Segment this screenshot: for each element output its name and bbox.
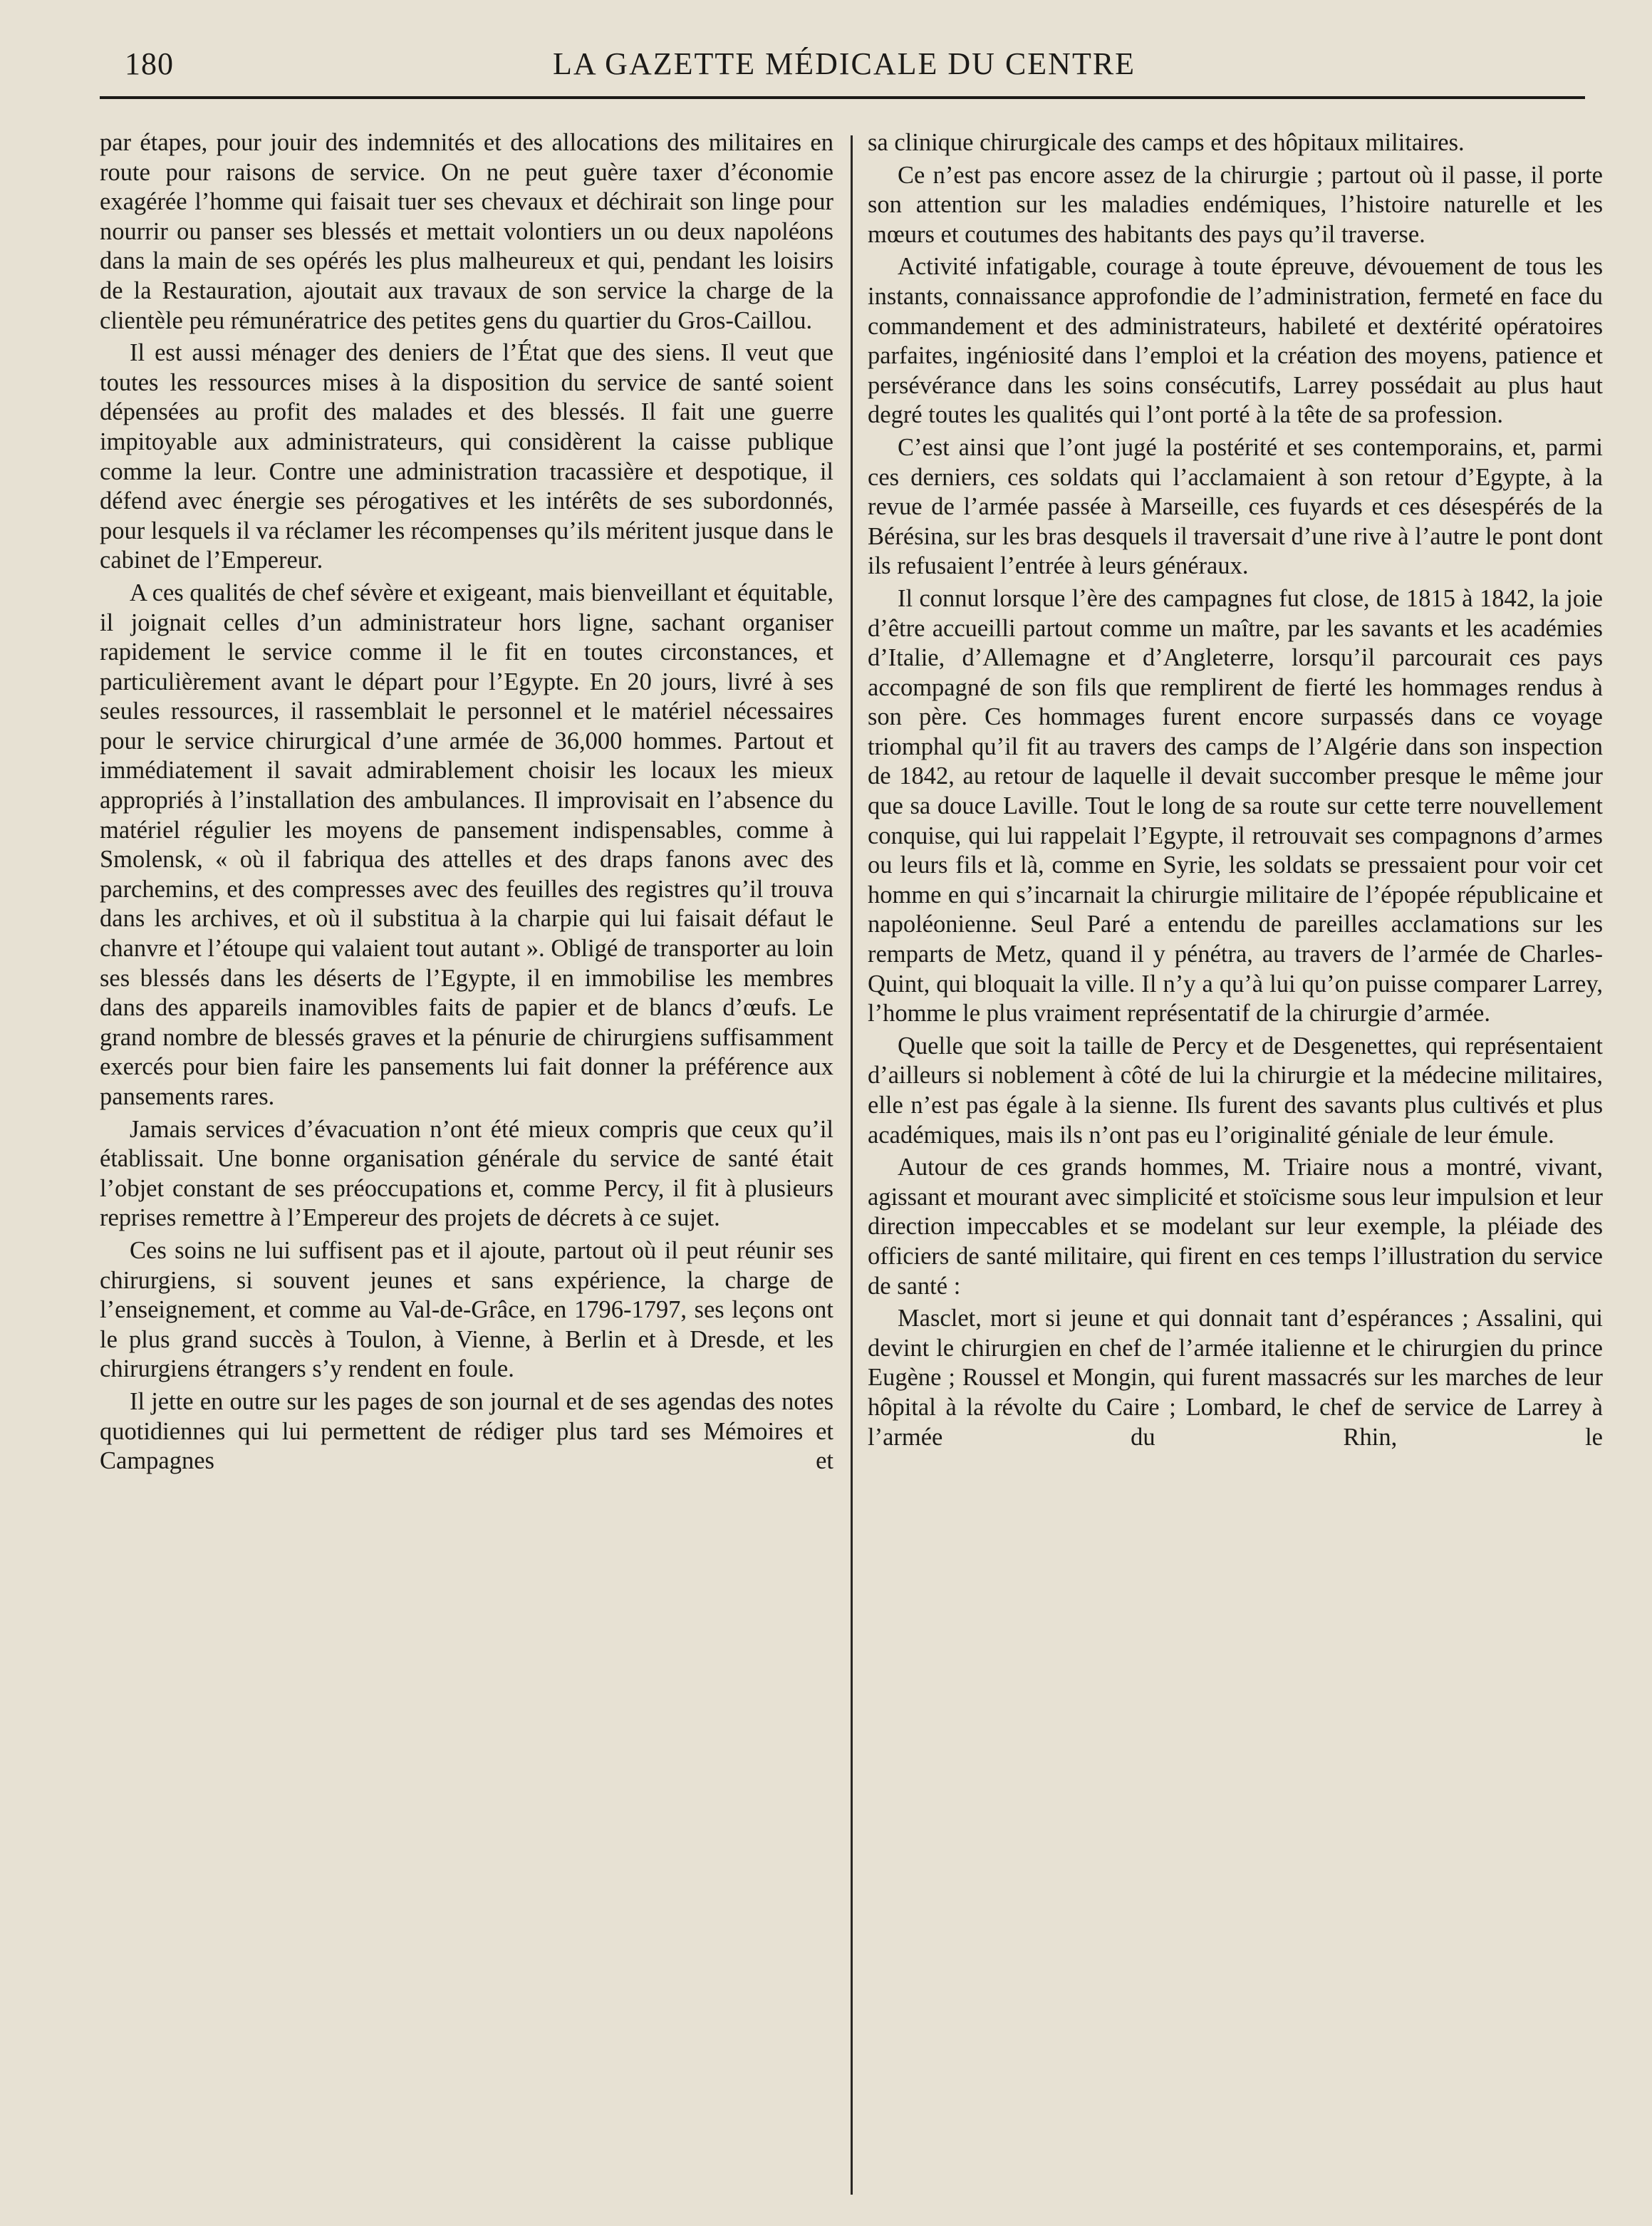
paragraph: Masclet, mort si jeune et qui donnait tant d’espérances ; Assalini, qui devint le chirurgien en chef de l’armée italienne et le chirurgien du prince Eugène ; Roussel et Mongin, qui furent massacrés sur les marches de leur hôpital à la révolte du Caire ; Lombard, le chef de service de Larrey à l’armée du Rhin, le [868,1305,1603,1451]
paragraph: sa clinique chirurgicale des camps et des hôpitaux militaires. [868,129,1465,156]
paragraph: A ces qualités de chef sévère et exigeant, mais bienveillant et équitable, il joignait celles d’un administrateur hors ligne, sachant organiser rapidement le service comme il le fit en toutes circonstances, et particulièrement avant le départ pour l’Egypte. En 20 jours, livré à ses seules ressources, il rassemblait le personnel et le matériel nécessaires pour le service chirurgical d’une armée de 36,000 hommes. Partout et immédiatement il savait admirablement choisir les locaux les mieux appropriés à l’installation des ambulances. Il improvisait en l’absence du matériel régulier les moyens de pansement indispensables, comme à Smolensk, « où il fabriqua des attelles et des draps fanons avec des parchemins, et des compresses avec des feuilles des registres qu’il trouva dans les archives, et où il substitua à la charpie qui lui faisait défaut le chanvre et l’étoupe qui valaient tout autant ». Obligé de transporter au loin ses blessés dans les déserts de l’Egypte, il en immobilise les membres dans des appareils inamovibles faits de papier et de blancs d’œufs. Le grand nombre de blessés graves et la pénurie de chirurgiens suffisamment exercés pour bien faire les pansements lui fait donner la préférence aux pansements rares. [100,579,833,1110]
paragraph: Ce n’est pas encore assez de la chirurgie ; partout où il passe, il porte son attention sur les maladies endémiques, l’histoire naturelle et les mœurs et coutumes des habitants des pays qu’il traverse. [868,161,1603,248]
header-rule [100,96,1585,99]
page-number: 180 [125,46,174,81]
paragraph: Quelle que soit la taille de Percy et de Desgenettes, qui représentaient d’ailleurs si noblement à côté de lui la chirurgie et la médecine militaires, elle n’est pas égale à la sienne. Ils furent des savants plus cultivés et plus académiques, mais ils n’ont pas eu l’originalité géniale de leur émule. [868,1032,1603,1149]
left-column [100,128,833,2216]
paragraph: Autour de ces grands hommes, M. Triaire nous a montré, vivant, agissant et mourant avec simplicité et stoïcisme sous leur impulsion et leur direction impeccables et se modelant sur leur exemple, la pléiade des officiers de santé militaire, qui firent en ces temps l’illustration du service de santé : [868,1154,1603,1300]
paragraph: Activité infatigable, courage à toute épreuve, dévouement de tous les instants, connaissance approfondie de l’administration, fermeté en face du commandement et des administrateurs, habileté et dextérité opératoires parfaites, ingéniosité dans l’emploi et la création des moyens, patience et persévérance dans les soins consécutifs, Larrey possédait au plus haut degré toutes les qualités qui l’ont porté à la tête de sa profession. [868,253,1603,429]
running-title: LA GAZETTE MÉDICALE DU CENTRE [552,46,1136,81]
right-column [868,128,1603,2216]
paragraph: C’est ainsi que l’ont jugé la postérité et ses contemporains, et, parmi ces derniers, ces soldats qui l’acclamaient à son retour d’Egypte, à la revue de l’armée passée à Marseille, ces fuyards et ces désespérés de la Bérésina, sur les bras desquels il traversait d’une rive à l’autre le pont dont ils refusaient l’entrée à leurs généraux. [868,433,1603,580]
paragraph: Il jette en outre sur les pages de son journal et de ses agendas des notes quotidiennes qui lui permettent de rédiger plus tard ses Mémoires et Campagnes et [100,1387,833,1475]
paragraph: par étapes, pour jouir des indemnités et des allocations des militaires en route pour raisons de service. On ne peut guère taxer d’économie exagérée l’homme qui faisait tuer ses chevaux et déchirait son linge pour nourrir ou panser ses blessés et mettait volontiers un ou deux napoléons dans la main de ses opérés les plus malheureux et qui, pendant les loisirs de la Restauration, ajoutait aux travaux de son service la charge de la clientèle peu rémunératrice des petites gens du quartier du Gros-Caillou. [100,129,833,334]
paragraph: Jamais services d’évacuation n’ont été mieux compris que ceux qu’il établissait. Une bonne organisation générale du service de santé était l’objet constant de ses préoccupations et, comme Percy, il fit à plusieurs reprises remettre à l’Empereur des projets de décrets à ce sujet. [100,1115,833,1232]
page-header [100,41,1589,91]
paragraph: Il est aussi ménager des deniers de l’État que des siens. Il veut que toutes les ressources mises à la disposition du service de santé soient dépensées au profit des malades et des blessés. Il fait une guerre impitoyable aux administrateurs, qui considèrent la caisse publique comme la leur. Contre une administration tracassière et despotique, il défend avec énergie ses pérogatives et les intérêts de ses subordonnés, pour lesquels il va réclamer les récompenses qu’ils méritent jusque dans le cabinet de l’Empereur. [100,339,833,574]
paragraph: Il connut lorsque l’ère des campagnes fut close, de 1815 à 1842, la joie d’être accueilli partout comme un maître, par les savants et les académies d’Italie, d’Allemagne et d’Angleterre, lorsqu’il parcourait ces pays accompagné de son fils que remplirent de fierté les hommages rendus à son père. Ces hommages furent encore surpassés dans ce voyage triomphal qu’il fit au travers des camps de l’Algérie dans son inspection de 1842, au retour de laquelle il devait succomber presque le même jour que sa douce Laville. Tout le long de sa route sur cette terre nouvellement conquise, qui lui rappelait l’Egypte, il retrouvait ses compagnons d’armes ou leurs fils et là, comme en Syrie, les soldats se pressaient pour voir cet homme en qui s’incarnait la chirurgie militaire de l’épopée républicaine et napoléonienne. Seul Paré a entendu de pareilles acclamations sur les remparts de Metz, quand il y pénétra, au travers de l’armée de Charles-Quint, qui bloquait la ville. Il n’y a qu’à lui qu’on puisse comparer Larrey, l’homme le plus vraiment représentatif de la chirurgie d’armée. [868,584,1603,1027]
column-divider [851,135,853,2195]
paragraph: Ces soins ne lui suffisent pas et il ajoute, partout où il peut réunir ses chirurgiens, si souvent jeunes et sans expérience, la charge de l’enseignement, et comme au Val-de-Grâce, en 1796-1797, ses leçons ont le plus grand succès à Toulon, à Vienne, à Berlin et à Dresde, et les chirurgiens étrangers s’y rendent en foule. [100,1236,833,1383]
